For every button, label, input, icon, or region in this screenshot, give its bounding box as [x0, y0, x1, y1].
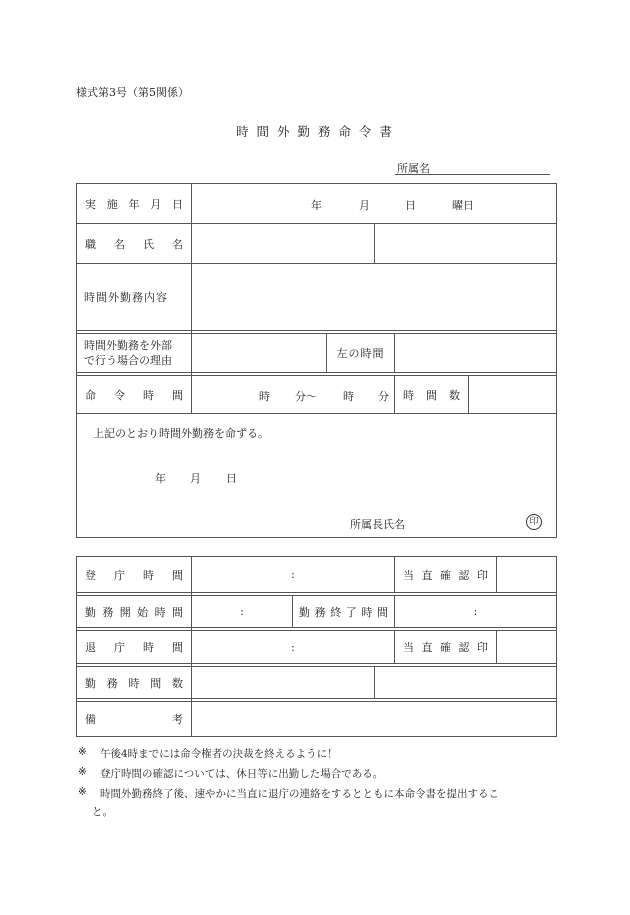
date-month-unit: 月 [359, 199, 370, 212]
order-hour-from-unit: 時 [259, 390, 270, 403]
order-month-unit: 月 [190, 472, 201, 485]
page-title: 時 間 外 勤 務 命 令 書 [236, 124, 394, 139]
order-hour-to-unit: 時 [343, 390, 354, 403]
leave-time-colon: : [291, 640, 295, 654]
note-3-continuation: と。 [92, 806, 113, 818]
name-label: 職 名 氏 名 [85, 237, 183, 251]
hours-count-label: 時 間 数 [403, 388, 460, 402]
note-1-text: 午後4時までには命令権者の決裁を終えるように！ [100, 748, 338, 760]
order-time-label: 命 令 時 間 [85, 388, 183, 402]
rule [76, 627, 557, 628]
rule [468, 375, 469, 413]
work-start-colon: : [240, 605, 244, 618]
work-end-colon: : [473, 605, 478, 618]
order-minute-to-unit: 分 [378, 390, 389, 403]
rule [496, 630, 497, 663]
remarks-label: 備 考 [85, 713, 183, 726]
date-label: 実 施 年 月 日 [85, 197, 183, 211]
rule [496, 556, 497, 592]
note-1-mark: ※ [78, 746, 87, 758]
date-day-unit: 日 [405, 199, 416, 212]
rule [374, 223, 375, 263]
date-weekday-unit: 曜日 [452, 199, 474, 212]
rule [374, 666, 375, 698]
rule [76, 330, 557, 331]
order-day-unit: 日 [226, 472, 237, 485]
duty-confirm-label-1: 当 直 確 認 印 [403, 568, 488, 582]
rule [394, 333, 395, 372]
content-label: 時間外勤務内容 [84, 291, 168, 304]
arrival-label: 登 庁 時 間 [85, 568, 183, 582]
rule [76, 698, 557, 699]
reason-time-label: 左の時間 [336, 347, 385, 360]
rule [76, 592, 557, 593]
work-start-label: 勤 務 開 始 時 間 [85, 605, 183, 619]
order-year-unit: 年 [155, 472, 166, 485]
rule [76, 372, 557, 373]
form-number: 様式第3号（第5関係） [76, 86, 189, 99]
duty-confirm-label-2: 当 直 確 認 印 [403, 641, 488, 654]
order-statement: 上記のとおり時間外勤務を命ずる。 [93, 427, 269, 440]
affiliation-underline [395, 174, 550, 175]
work-end-label: 勤 務 終 了 時 間 [299, 605, 388, 619]
date-year-unit: 年 [311, 199, 322, 212]
affiliation-label: 所属名 [397, 162, 430, 175]
rule [76, 413, 557, 414]
note-2-text: 登庁時間の確認については、休日等に出勤した場合である。 [100, 768, 384, 780]
seal-mark: 印 [526, 514, 542, 530]
leave-label: 退 庁 時 間 [85, 641, 183, 654]
note-3-mark: ※ [78, 786, 87, 798]
order-minute-from-unit: 分〜 [295, 390, 317, 403]
reason-label: 時間外勤務を外部 で行う場合の理由 [84, 339, 172, 367]
note-3-text: 時間外勤務終了後、速やかに当直に退庁の連絡をするとともに本命令書を提出するこ [100, 788, 499, 800]
head-name-label: 所属長氏名 [350, 518, 405, 531]
rule [191, 183, 192, 413]
arrival-time-colon: : [291, 568, 295, 581]
note-2-mark: ※ [78, 766, 87, 778]
work-hours-label: 勤 務 時 間 数 [85, 676, 183, 690]
rule [76, 663, 557, 664]
